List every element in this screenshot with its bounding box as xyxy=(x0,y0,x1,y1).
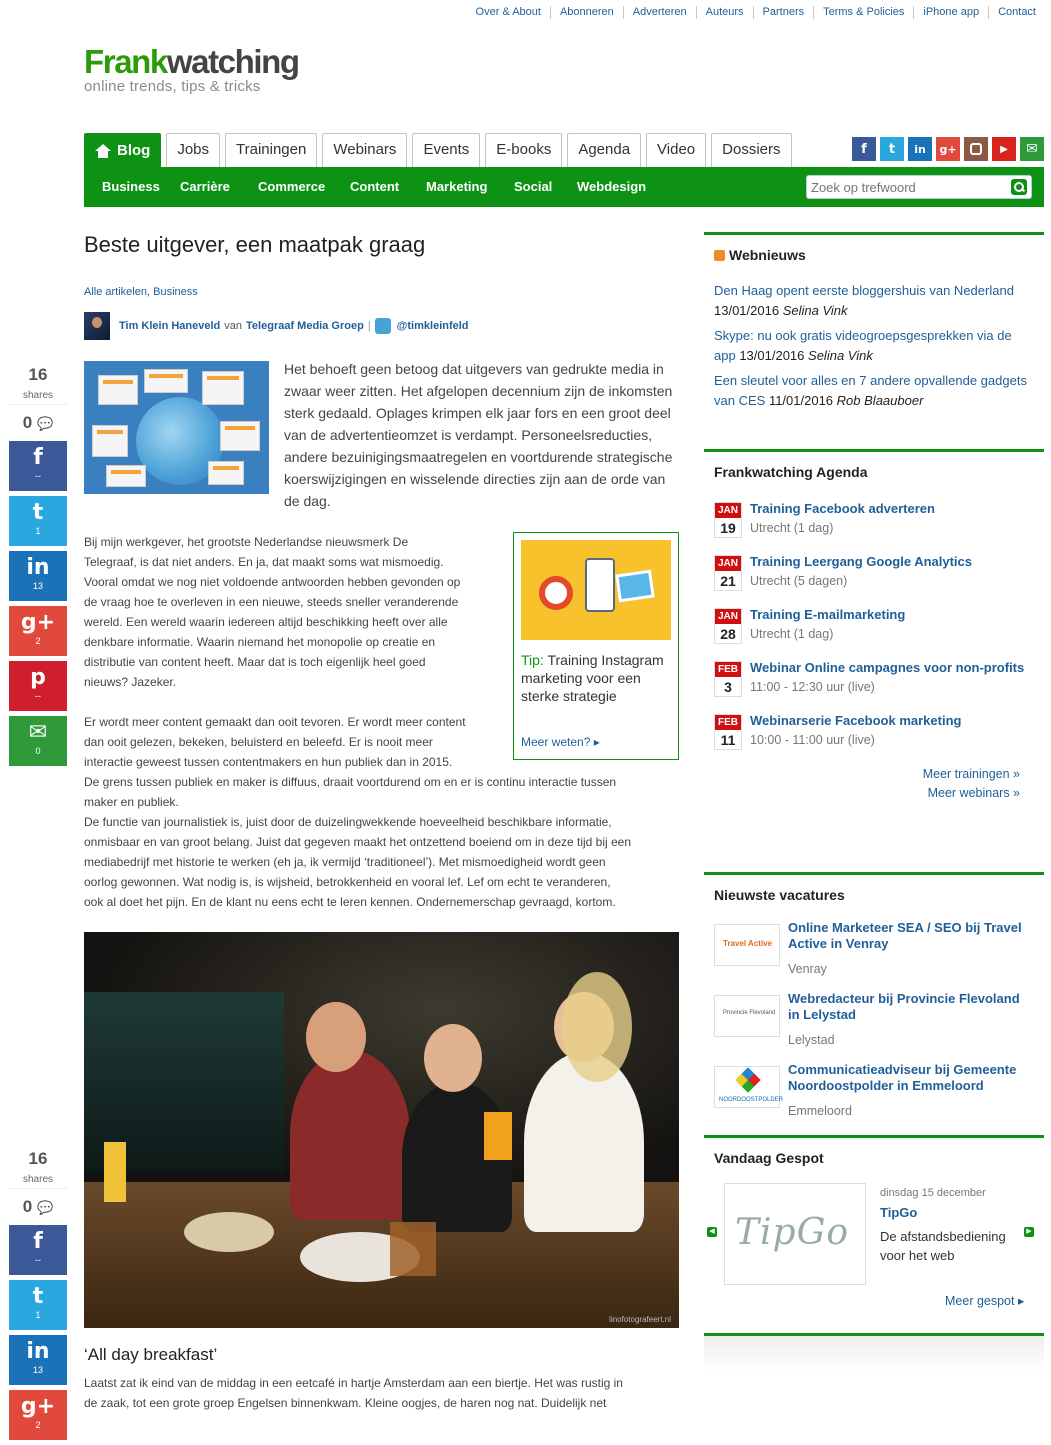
news-link[interactable]: Den Haag opent eerste bloggershuis van Nederland xyxy=(714,283,1014,298)
gespot-image[interactable]: TipGo xyxy=(724,1183,866,1285)
top-links xyxy=(467,6,1045,19)
share-googleplus-button[interactable]: g+ 2 xyxy=(9,1390,67,1440)
share-count: 16 shares xyxy=(9,359,67,405)
toplink-contact[interactable]: Contact xyxy=(988,6,1045,19)
webnieuws-title: Webnieuws xyxy=(729,247,806,263)
calendar-icon: JAN 28 xyxy=(714,608,742,644)
facebook-icon[interactable]: f xyxy=(852,137,876,161)
cat-social[interactable]: Social xyxy=(514,179,553,194)
article-paragraph-1: Bij mijn werkgever, het grootste Nederlandse nieuwsmerk De Telegraaf, is dat niet anders. En ja, dat maakt soms wat mismoedig. Vooral omdat we nog niet voldoende antwoorden hebben gevonden op de vraag hoe te overleven in een nieuwe, steeds sneller veranderende wereld. Een wereld waarin iedereen altijd beschikking heeft over alle denkbare informatie. Waarin niemand het monopolie op creatie en distributie van content heeft. Maar dat is toch eigenlijk heel goed nieuws? Jazeker. xyxy=(84,535,461,689)
calendar-icon: JAN 21 xyxy=(714,555,742,591)
byline-separator: | xyxy=(367,320,371,332)
calendar-icon: FEB 11 xyxy=(714,714,742,750)
toplink-about[interactable]: Over & About xyxy=(475,6,541,18)
article-paragraph-2: Er wordt meer content gemaakt dan ooit tevoren. Er wordt meer content dan ooit gelezen, bekeken, beluisterd en beleefd. Er is nooit meer interactie geweest tussen contentmakers en hun publiek dan in 2015. De grens tussen publiek en maker is diffuus, draait voortdurend om en er is continu interactie tussen maker en publiek. De functie van journalistiek is, juist door de duizelingwekkende hoeveelheid beschikbare informatie, onmisbaar en van groot belang. Juist dat gegeven maakt het ontzettend boeiend om in deze tijd bij een mediabedrijf met historie te werken (eh ja, ik vermijd ‘traditioneel’). Met mismoedigheid wordt geen oorlog gewonnen. Wat nodig is, is wijsheid, betrokkenheid en vooral lef. Lef om echt te veranderen, ook al doet het pijn. En de klant nu eens echt te leren kennen. Ondernemerschap gevraagd, kortom. xyxy=(84,715,632,909)
cat-webdesign[interactable]: Webdesign xyxy=(577,179,647,194)
calendar-icon: FEB 3 xyxy=(714,661,742,697)
article-categories: Alle artikelen, Business xyxy=(84,286,198,298)
tab-jobs[interactable]: Jobs xyxy=(166,133,220,167)
share-linkedin-button[interactable]: in 13 xyxy=(9,551,67,601)
toplink-terms[interactable]: Terms & Policies xyxy=(813,6,913,19)
article-title: Beste uitgever, een maatpak graag xyxy=(84,232,426,257)
byline-van: van xyxy=(224,320,243,332)
gespot-date: dinsdag 15 december xyxy=(880,1187,986,1199)
sidebar-next-box xyxy=(704,1333,1044,1373)
share-twitter-button[interactable]: t 1 xyxy=(9,496,67,546)
more-trainingen-link[interactable]: Meer trainingen » xyxy=(922,767,1020,781)
toplink-partners[interactable]: Partners xyxy=(753,6,814,19)
tab-dossiers[interactable]: Dossiers xyxy=(711,133,791,167)
article-photo xyxy=(84,932,679,1328)
author-name[interactable]: Tim Klein Haneveld xyxy=(119,320,221,332)
share-count: 16 shares xyxy=(9,1143,67,1189)
home-icon xyxy=(95,144,111,158)
toplink-abonneren[interactable]: Abonneren xyxy=(550,6,623,19)
search-input[interactable] xyxy=(811,176,1001,198)
twitter-icon xyxy=(375,318,391,334)
instagram-icon[interactable] xyxy=(964,137,988,161)
vacancy-item[interactable]: Travel Active Online Marketeer SEA / SEO bij Travel Active in Venray Venray xyxy=(714,920,1034,990)
news-link[interactable]: Een sleutel voor alles en 7 andere opvallende gadgets van CES xyxy=(714,373,1027,408)
category-bar xyxy=(84,167,1044,207)
cat-link-all[interactable]: Alle artikelen xyxy=(84,286,147,298)
tab-blog-label: Blog xyxy=(117,141,151,159)
logo-part2: watching xyxy=(166,43,299,80)
toplink-adverteren[interactable]: Adverteren xyxy=(623,6,696,19)
tip-more-link[interactable]: Meer weten? ▸ xyxy=(521,735,600,749)
author-company[interactable]: Telegraaf Media Groep xyxy=(246,320,364,332)
share-bar xyxy=(9,359,67,771)
linkedin-icon[interactable]: in xyxy=(908,137,932,161)
tab-trainingen[interactable]: Trainingen xyxy=(225,133,317,167)
logo-part1: Frank xyxy=(84,43,167,80)
tab-agenda[interactable]: Agenda xyxy=(567,133,641,167)
comment-icon: 💬 xyxy=(37,416,54,431)
share-facebook-button[interactable]: f -- xyxy=(9,1225,67,1275)
news-item: Een sleutel voor alles en 7 andere opvallende gadgets van CES 11/01/2016 Rob Blaauboer xyxy=(714,373,1027,408)
calendar-icon: JAN 19 xyxy=(714,502,742,538)
agenda-title: Frankwatching Agenda xyxy=(714,464,868,480)
toplink-auteurs[interactable]: Auteurs xyxy=(696,6,753,19)
social-links xyxy=(852,137,1044,161)
photo-credit: linofotografeert.nl xyxy=(609,1315,671,1324)
article-subheading: ‘All day breakfast’ xyxy=(84,1345,218,1364)
site-logo[interactable] xyxy=(84,44,299,95)
comment-count[interactable]: 0 💬 xyxy=(22,1197,54,1216)
sidebar-divider xyxy=(704,1333,1044,1336)
avatar[interactable] xyxy=(84,312,110,340)
news-item: Skype: nu ook gratis videogroepsgesprekken via de app 13/01/2016 Selina Vink xyxy=(714,328,1012,363)
cat-link-business[interactable]: Business xyxy=(153,286,198,298)
rss-icon xyxy=(714,250,725,261)
googleplus-icon[interactable]: g+ xyxy=(936,137,960,161)
main-tabs xyxy=(84,133,797,167)
tip-text: Tip: Training Instagram marketing voor een sterke strategie xyxy=(521,652,664,704)
share-linkedin-button[interactable]: in 13 xyxy=(9,1335,67,1385)
tip-image xyxy=(521,540,671,640)
news-item: Den Haag opent eerste bloggershuis van Nederland 13/01/2016 Selina Vink xyxy=(714,283,1014,318)
company-logo: Travel Active xyxy=(714,924,780,966)
share-bar-bottom xyxy=(9,1143,67,1445)
gespot-title: Vandaag Gespot xyxy=(714,1150,824,1166)
gespot-name[interactable]: TipGo xyxy=(880,1205,918,1220)
cat-business[interactable]: Business xyxy=(102,179,160,194)
article-paragraph-3: Laatst zat ik eind van de middag in een eetcafé in hartje Amsterdam aan een biertje. Het was rustig in de zaak, tot een grote groep Engelsen binnenkwam. Kleine oogjes, de haren nog nat. Duidelijk net xyxy=(84,1376,623,1410)
byline xyxy=(84,312,469,340)
more-gespot-link[interactable]: Meer gespot ▸ xyxy=(945,1294,1025,1308)
intro-image xyxy=(84,361,269,494)
cat-marketing[interactable]: Marketing xyxy=(426,179,488,194)
logo-tagline: online trends, tips & tricks xyxy=(84,78,261,95)
search-icon[interactable] xyxy=(1011,179,1027,195)
share-pinterest-button[interactable]: p -- xyxy=(9,661,67,711)
tab-events[interactable]: Events xyxy=(412,133,480,167)
prev-arrow-icon[interactable]: ◀ xyxy=(707,1227,717,1237)
youtube-icon[interactable]: ▶ xyxy=(992,137,1016,161)
vacatures-title: Nieuwste vacatures xyxy=(714,887,845,903)
next-arrow-icon[interactable]: ▶ xyxy=(1024,1227,1034,1237)
mail-icon[interactable]: ✉ xyxy=(1020,137,1044,161)
cat-commerce[interactable]: Commerce xyxy=(258,179,326,194)
news-link[interactable]: Skype: nu ook gratis videogroepsgesprekken via de app xyxy=(714,328,1012,363)
tab-ebooks[interactable]: E-books xyxy=(485,133,562,167)
author-twitter[interactable]: @timkleinfeld xyxy=(396,320,469,332)
tab-video[interactable]: Video xyxy=(646,133,706,167)
search-box xyxy=(806,175,1032,199)
company-logo: Provincie Flevoland xyxy=(714,995,780,1037)
comment-icon: 💬 xyxy=(37,1200,54,1215)
tip-box[interactable] xyxy=(513,532,679,760)
company-logo: NOORDOOSTPOLDER xyxy=(714,1066,780,1108)
gespot-desc: De afstandsbediening voor het web xyxy=(880,1229,1006,1263)
share-facebook-button[interactable]: f -- xyxy=(9,441,67,491)
article-intro: Het behoeft geen betoog dat uitgevers van gedrukte media in zwaar weer zitten. Het afgelopen decennium zijn de inkomsten sterk gedaald. Oplages krimpen elk jaar fors en een groot deel van de advertentieomzet is verdampt. Personeelsreducties, andere bezuinigingsmaatregelen en voortdurende strategische koerswijzigingen en wisselende directies zijn aan de orde van de dag. xyxy=(284,361,673,509)
toplink-iphone-app[interactable]: iPhone app xyxy=(913,6,988,19)
twitter-icon[interactable]: t xyxy=(880,137,904,161)
tab-blog[interactable] xyxy=(84,133,161,167)
comment-count[interactable]: 0 💬 xyxy=(22,413,54,432)
share-twitter-button[interactable]: t 1 xyxy=(9,1280,67,1330)
vacancy-item[interactable]: Provincie Flevoland Webredacteur bij Provincie Flevoland in Lelystad Lelystad xyxy=(714,991,1034,1061)
cat-content[interactable]: Content xyxy=(350,179,400,194)
more-webinars-link[interactable]: Meer webinars » xyxy=(927,786,1020,800)
cat-carriere[interactable]: Carrière xyxy=(180,179,230,194)
share-googleplus-button[interactable]: g+ 2 xyxy=(9,606,67,656)
tab-webinars[interactable]: Webinars xyxy=(322,133,407,167)
share-email-button[interactable]: ✉ 0 xyxy=(9,716,67,766)
vacancy-item[interactable]: NOORDOOSTPOLDER Communicatieadviseur bij Gemeente Noordoostpolder in Emmeloord Emmeloord xyxy=(714,1062,1034,1132)
